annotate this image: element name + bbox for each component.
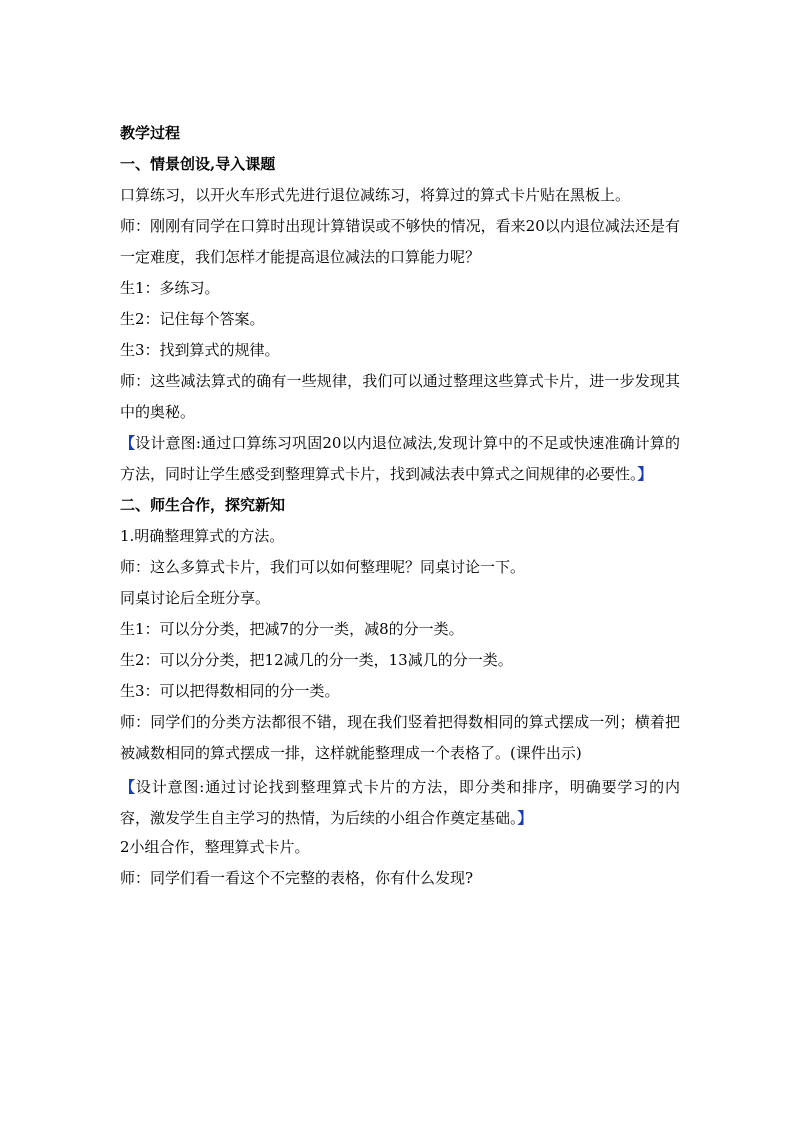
section-2-title: 二、师生合作，探究新知 bbox=[120, 496, 286, 514]
design-intent-text: 设计意图:通过讨论找到整理算式卡片的方法，即分类和排序，明确要学习的内容，激发学生自主学习的热情，为后续的小组合作奠定基础。 bbox=[120, 778, 680, 827]
section-1-title: 一、情景创设,导入课题 bbox=[120, 155, 276, 173]
heading-teaching-process: 教学过程 bbox=[120, 124, 181, 142]
paragraph: 生1：可以分分类，把减7的分一类，减8的分一类。 bbox=[120, 620, 464, 638]
paragraph: 生3：可以把得数相同的分一类。 bbox=[120, 682, 340, 700]
paragraph: 2小组合作，整理算式卡片。 bbox=[120, 838, 310, 856]
paragraph: 口算练习，以开火车形式先进行退位减练习，将算过的算式卡片贴在黑板上。 bbox=[120, 186, 631, 204]
paragraph: 同桌讨论后全班分享。 bbox=[120, 589, 271, 607]
bracket-close: 】 bbox=[637, 465, 653, 483]
paragraph: 生1：多练习。 bbox=[120, 279, 220, 297]
document-page bbox=[120, 118, 680, 894]
design-intent-note bbox=[120, 428, 680, 490]
design-intent-text: 设计意图:通过口算练习巩固20以内退位减法,发现计算中的不足或快速准确计算的方法，同时让学生感受到整理算式卡片，找到减法表中算式之间规律的必要性。 bbox=[120, 434, 680, 483]
bracket-open: 【 bbox=[120, 778, 136, 796]
paragraph: 师：这些减法算式的确有一些规律，我们可以通过整理这些算式卡片，进一步发现其中的奥秘。 bbox=[120, 372, 680, 421]
paragraph: 师：刚刚有同学在口算时出现计算错误或不够快的情况，看来20以内退位减法还是有一定难度，我们怎样才能提高退位减法的口算能力呢？ bbox=[120, 217, 680, 266]
paragraph: 生2：记住每个答案。 bbox=[120, 310, 265, 328]
design-intent-note bbox=[120, 772, 680, 834]
paragraph: 生3：找到算式的规律。 bbox=[120, 341, 280, 359]
paragraph: 1.明确整理算式的方法。 bbox=[120, 527, 285, 545]
paragraph: 师：这么多算式卡片，我们可以如何整理呢？同桌讨论一下。 bbox=[120, 558, 526, 576]
paragraph: 生2：可以分分类，把12减几的分一类，13减几的分一类。 bbox=[120, 651, 513, 669]
bracket-open: 【 bbox=[120, 434, 136, 452]
paragraph: 师：同学们的分类方法都很不错，现在我们竖着把得数相同的算式摆成一列；横着把被减数相同的算式摆成一排，这样就能整理成一个表格了。(课件出示) bbox=[120, 713, 680, 762]
bracket-close: 】 bbox=[517, 809, 533, 827]
paragraph: 师：同学们看一看这个不完整的表格，你有什么发现? bbox=[120, 869, 474, 887]
